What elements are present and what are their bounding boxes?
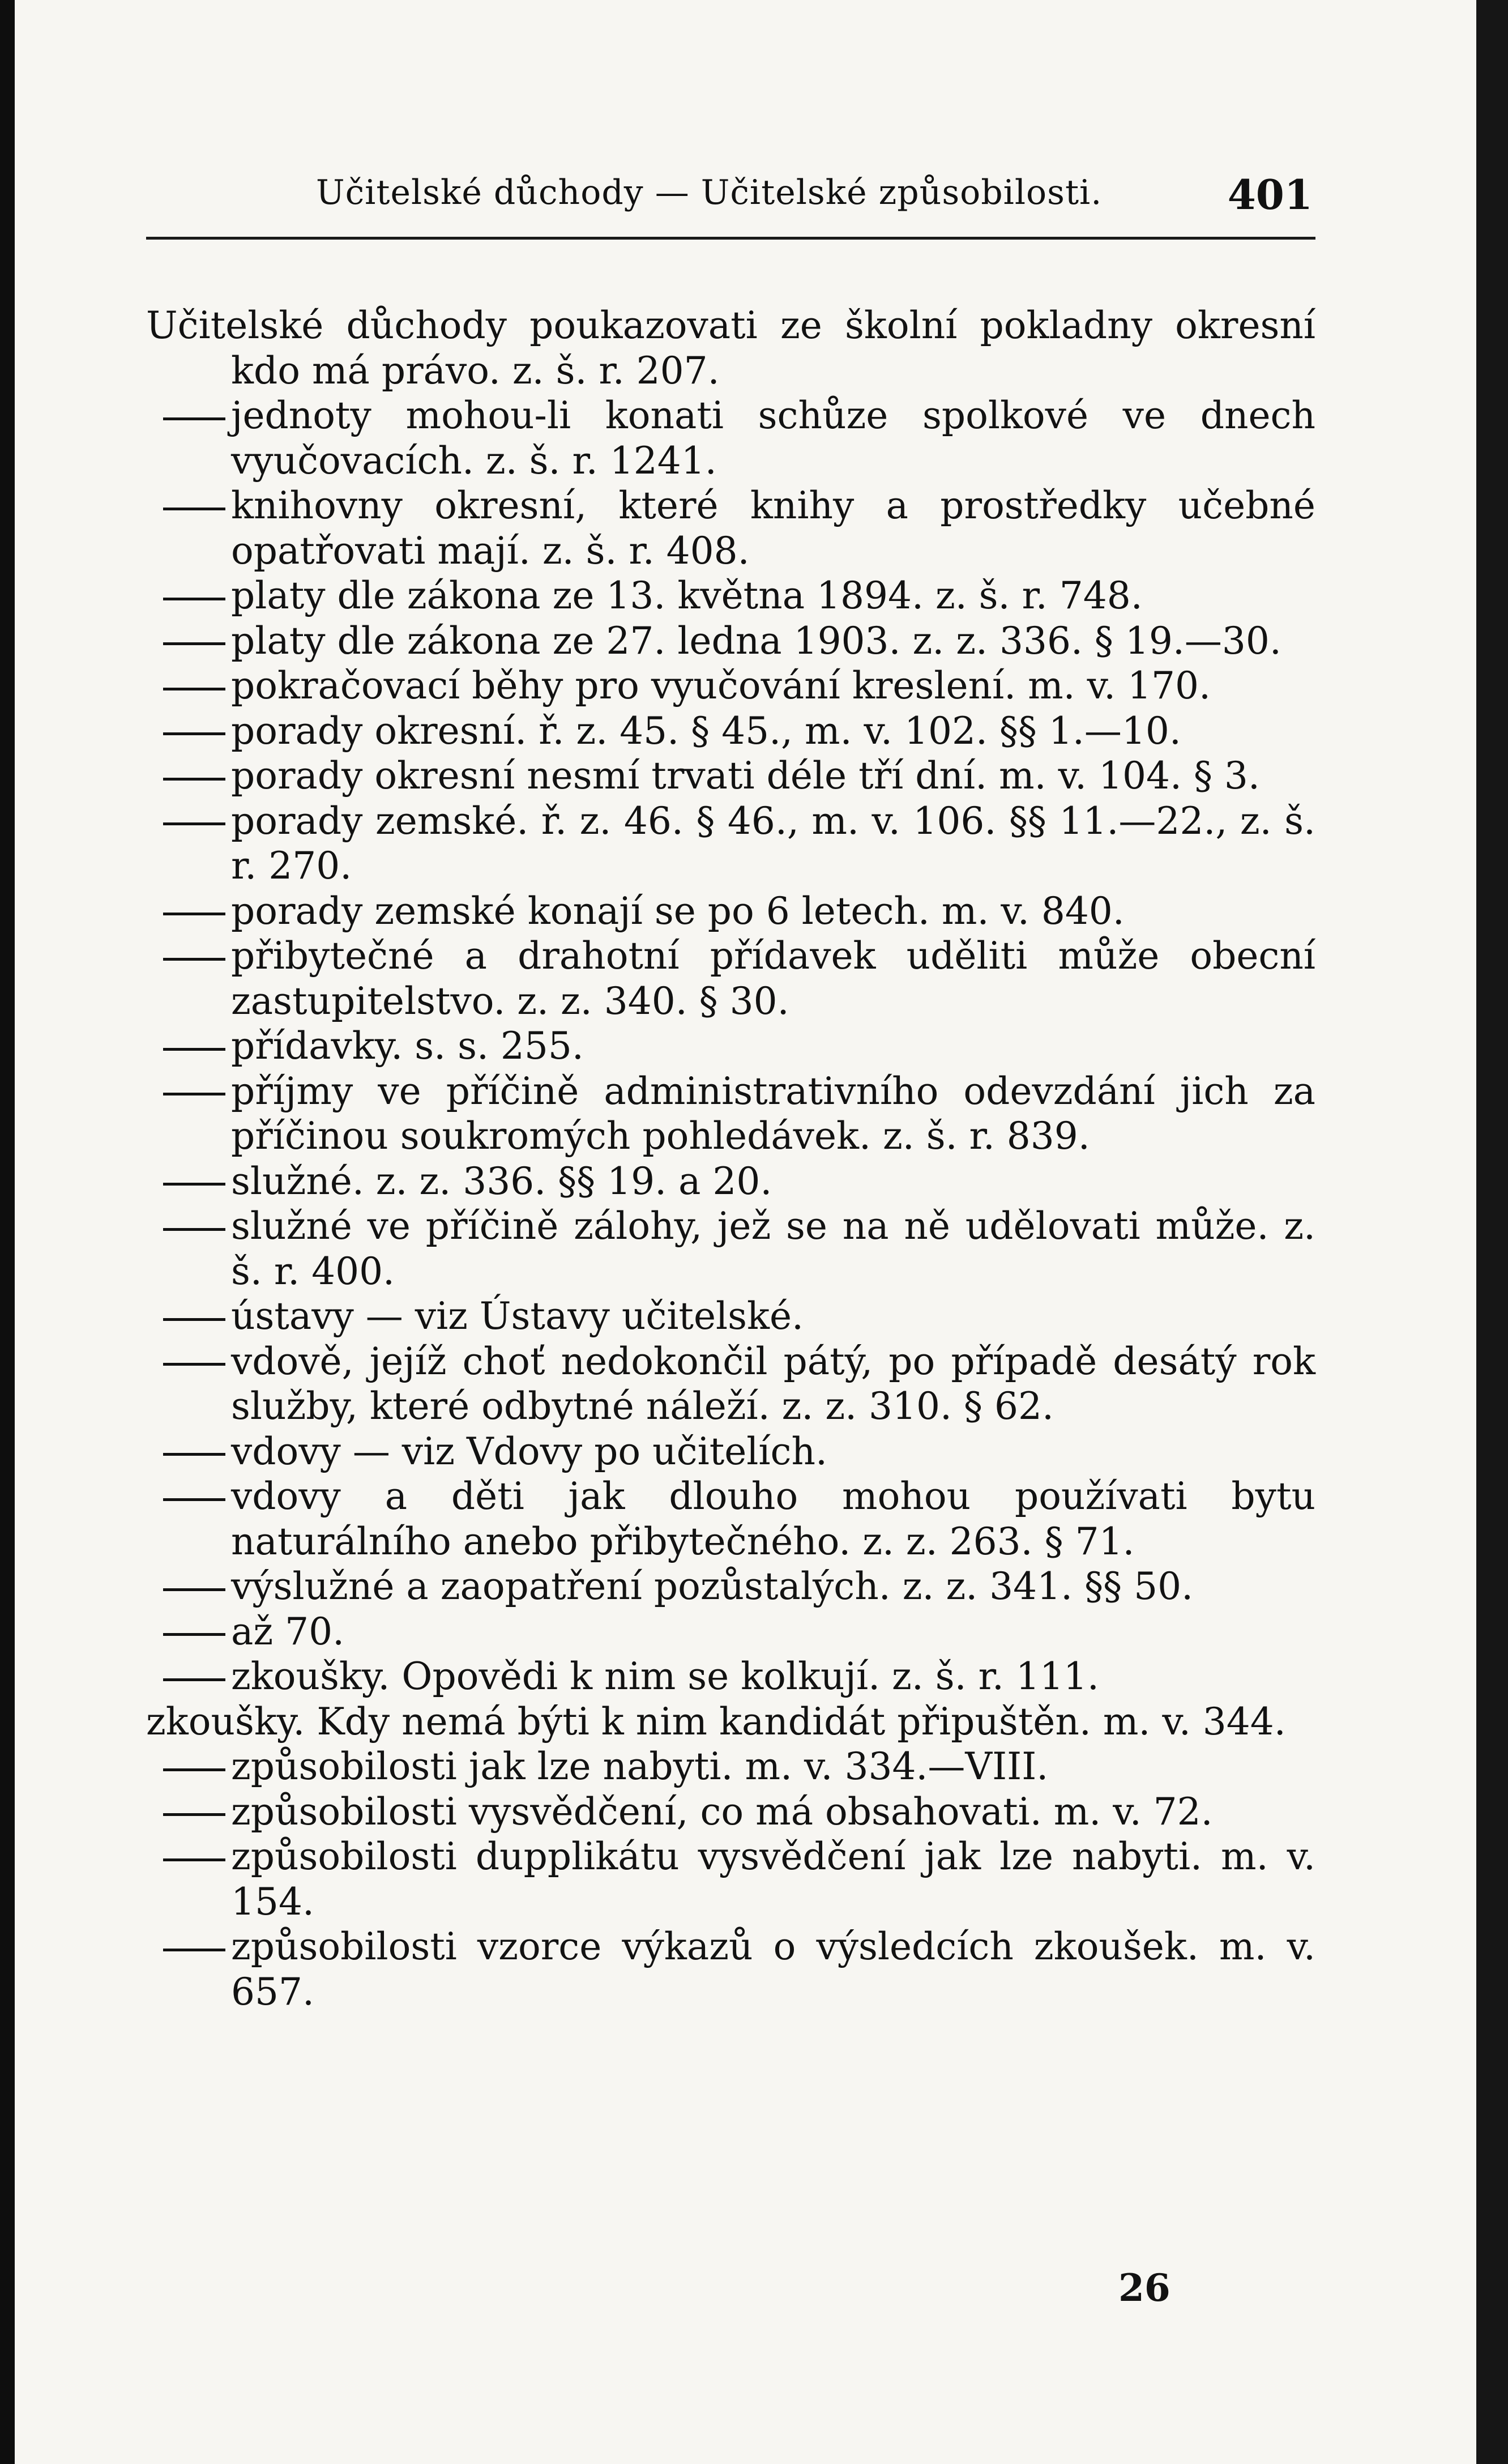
running-title: Učitelské důchody — Učitelské způsobilosti. xyxy=(316,173,1103,212)
entry-text xyxy=(146,393,1315,483)
entry-label: porady zemské konají se po 6 letech. m. v. 840. xyxy=(231,889,1125,933)
entry-label: zkoušky. Kdy nemá býti k nim kandidát připuštěn. m. v. 344. xyxy=(146,1699,1286,1743)
entry-label: přibytečné a drahotní přídavek uděliti může obecní zastupitelstvo. z. z. 340. § 30. xyxy=(231,934,1315,1023)
entry-label: jednoty mohou-li konati schůze spolkové ve dnech vyučovacích. z. š. r. 1241. xyxy=(231,394,1315,483)
index-entry xyxy=(146,1744,1315,1789)
index-entry xyxy=(146,1609,1315,1655)
entry-label: zkoušky. Opovědi k nim se kolkují. z. š. r. 111. xyxy=(231,1655,1099,1698)
entry-label: porady okresní nesmí trvati déle tří dní. m. v. 104. § 3. xyxy=(231,754,1260,798)
em-dash-mark xyxy=(146,393,231,438)
entry-text xyxy=(146,1069,1315,1159)
entry-label: výslužné a zaopatření pozůstalých. z. z. 341. §§ 50. xyxy=(231,1564,1194,1608)
entry-text xyxy=(146,1744,1315,1789)
entry-label: až 70. xyxy=(231,1609,345,1653)
index-entry xyxy=(146,483,1315,573)
entry-label: příjmy ve příčině administrativního odevzdání jich za příčinou soukromých pohledávek. z. š. r. 839. xyxy=(231,1069,1315,1158)
entry-label: způsobilosti jak lze nabyti. m. v. 334.—VIII. xyxy=(231,1745,1049,1788)
index-entry xyxy=(146,1564,1315,1609)
header-rule xyxy=(146,237,1315,240)
entry-text xyxy=(146,619,1315,664)
em-dash-mark xyxy=(146,1789,231,1835)
em-dash-mark xyxy=(146,1069,231,1114)
em-dash-mark xyxy=(146,1609,231,1655)
index-entry xyxy=(146,1024,1315,1069)
index-entry xyxy=(146,1834,1315,1924)
em-dash-mark xyxy=(146,1159,231,1204)
entry-text xyxy=(146,1474,1315,1564)
entry-label: způsobilosti dupplikátu vysvědčení jak lze nabyti. m. v. 154. xyxy=(231,1835,1315,1924)
index-entry xyxy=(146,573,1315,619)
em-dash-mark xyxy=(146,1294,231,1339)
page-edge-right xyxy=(1476,0,1508,2464)
entry-text xyxy=(146,1654,1315,1699)
index-entry xyxy=(146,1339,1315,1429)
em-dash-mark xyxy=(146,1924,231,1970)
page-edge-left xyxy=(0,0,15,2464)
entry-label: vdovy a děti jak dlouho mohou používati bytu naturálního anebo přibytečného. z. z. 263. § 71. xyxy=(231,1474,1315,1563)
index-entry xyxy=(146,1924,1315,2014)
entry-text xyxy=(146,573,1315,619)
em-dash-mark xyxy=(146,1429,231,1474)
em-dash-mark xyxy=(146,1834,231,1879)
entry-text xyxy=(146,1429,1315,1474)
index-entry xyxy=(146,303,1315,393)
em-dash-mark xyxy=(146,483,231,528)
index-entry xyxy=(146,799,1315,889)
entry-text xyxy=(146,1609,1315,1655)
entry-label: knihovny okresní, které knihy a prostředky učebné opatřovati mají. z. š. r. 408. xyxy=(231,484,1315,573)
entry-text xyxy=(146,709,1315,754)
entry-label: způsobilosti vzorce výkazů o výsledcích zkoušek. m. v. 657. xyxy=(231,1925,1315,2014)
entry-text xyxy=(146,1204,1315,1294)
index-entry xyxy=(146,1204,1315,1294)
em-dash-mark xyxy=(146,1744,231,1789)
entry-label: vdovy — viz Vdovy po učitelích. xyxy=(231,1429,827,1473)
index-entry xyxy=(146,889,1315,934)
em-dash-mark xyxy=(146,573,231,619)
entry-text xyxy=(146,753,1315,799)
em-dash-mark xyxy=(146,1339,231,1384)
entry-label: pokračovací běhy pro vyučování kreslení. m. v. 170. xyxy=(231,664,1211,707)
index-entry xyxy=(146,1069,1315,1159)
entry-label: platy dle zákona ze 27. ledna 1903. z. z. 336. § 19.—30. xyxy=(231,619,1281,663)
em-dash-mark xyxy=(146,619,231,664)
index-entry xyxy=(146,1474,1315,1564)
page-number: 401 xyxy=(1227,170,1313,219)
entry-text xyxy=(146,1699,1315,1745)
entry-label: porady okresní. ř. z. 45. § 45., m. v. 102. §§ 1.—10. xyxy=(231,709,1181,753)
index-entry xyxy=(146,393,1315,483)
index-entry xyxy=(146,753,1315,799)
index-entry xyxy=(146,1699,1315,1745)
entry-text xyxy=(146,1564,1315,1609)
em-dash-mark xyxy=(146,1564,231,1609)
entry-label: přídavky. s. s. 255. xyxy=(231,1024,584,1068)
entry-text xyxy=(146,1834,1315,1924)
index-entry xyxy=(146,663,1315,709)
em-dash-mark xyxy=(146,933,231,979)
entry-text xyxy=(146,799,1315,889)
entry-text xyxy=(146,1924,1315,2014)
running-header xyxy=(146,167,1313,235)
entry-label: platy dle zákona ze 13. května 1894. z. š. r. 748. xyxy=(231,574,1143,617)
index-entry xyxy=(146,1654,1315,1699)
entry-text xyxy=(146,663,1315,709)
entry-label: porady zemské. ř. z. 46. § 46., m. v. 106. §§ 11.—22., z. š. r. 270. xyxy=(231,799,1315,888)
entry-text xyxy=(146,1294,1315,1339)
index-entry xyxy=(146,1294,1315,1339)
em-dash-mark xyxy=(146,1024,231,1069)
em-dash-mark xyxy=(146,1204,231,1249)
index-entry xyxy=(146,933,1315,1024)
entry-text xyxy=(146,1024,1315,1069)
index-entry xyxy=(146,709,1315,754)
index-entry xyxy=(146,619,1315,664)
entry-text xyxy=(146,483,1315,573)
em-dash-mark xyxy=(146,709,231,754)
index-entries xyxy=(146,303,1315,2014)
em-dash-mark xyxy=(146,799,231,844)
em-dash-mark xyxy=(146,1474,231,1519)
entry-label: Učitelské důchody poukazovati ze školní pokladny okresní kdo má právo. z. š. r. 207. xyxy=(146,304,1315,393)
em-dash-mark xyxy=(146,663,231,709)
entry-text xyxy=(146,933,1315,1024)
index-entry xyxy=(146,1789,1315,1835)
entry-text xyxy=(146,303,1315,393)
entry-label: služné. z. z. 336. §§ 19. a 20. xyxy=(231,1159,772,1203)
index-entry xyxy=(146,1429,1315,1474)
entry-label: služné ve příčině zálohy, jež se na ně udělovati může. z. š. r. 400. xyxy=(231,1204,1315,1293)
entry-text xyxy=(146,1339,1315,1429)
entry-text xyxy=(146,1789,1315,1835)
entry-text xyxy=(146,1159,1315,1204)
em-dash-mark xyxy=(146,753,231,799)
entry-label: vdově, jejíž choť nedokončil pátý, po případě desátý rok služby, které odbytné náleží. z. z. 310. § 62. xyxy=(231,1339,1315,1428)
entry-label: ústavy — viz Ústavy učitelské. xyxy=(231,1294,804,1338)
entry-label: způsobilosti vysvědčení, co má obsahovati. m. v. 72. xyxy=(231,1789,1213,1834)
entry-text xyxy=(146,889,1315,934)
em-dash-mark xyxy=(146,889,231,934)
index-entry xyxy=(146,1159,1315,1204)
em-dash-mark xyxy=(146,1654,231,1699)
signature-mark: 26 xyxy=(1118,2266,1170,2310)
